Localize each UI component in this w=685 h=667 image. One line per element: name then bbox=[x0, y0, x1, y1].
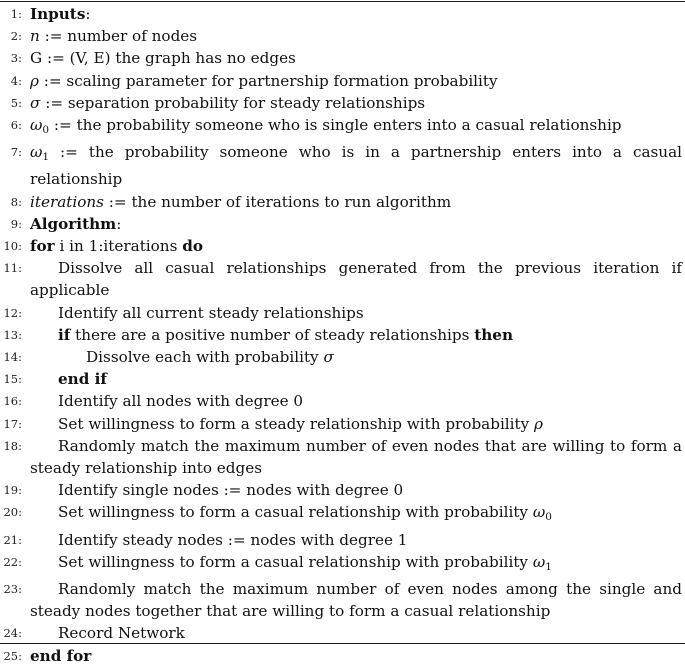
algorithm-line bbox=[0, 92, 685, 114]
line-text: := the number of iterations to run algorithm bbox=[103, 192, 452, 211]
line-text: Set willingness to form a casual relationship with probability bbox=[58, 503, 533, 522]
line-text: Record Network bbox=[58, 624, 185, 643]
line-text: Identify all nodes with degree 0 bbox=[58, 392, 304, 411]
keyword: Algorithm bbox=[30, 214, 117, 233]
line-number: 25 : bbox=[0, 645, 22, 667]
line-text: : bbox=[85, 5, 91, 23]
math-subscript: 1 bbox=[42, 151, 50, 164]
line-number: 1 : bbox=[0, 3, 22, 25]
algorithm-line bbox=[0, 551, 685, 578]
algorithm-line bbox=[0, 368, 685, 390]
line-number: 13 : bbox=[0, 324, 22, 346]
line-text: Identify steady nodes := nodes with degree 1 bbox=[58, 530, 408, 549]
algorithm-line bbox=[0, 25, 685, 47]
line-number: 4 : bbox=[0, 70, 22, 92]
keyword: end for bbox=[30, 646, 92, 665]
algorithm-line bbox=[0, 70, 685, 92]
math-subscript: 0 bbox=[545, 511, 552, 524]
algorithm-lines bbox=[0, 3, 685, 667]
keyword: do bbox=[182, 237, 203, 256]
line-number: 12 : bbox=[0, 302, 22, 324]
keyword: then bbox=[474, 325, 513, 344]
algorithm-line bbox=[0, 47, 685, 69]
algorithm-line bbox=[0, 257, 685, 301]
algorithm-line bbox=[0, 235, 685, 257]
algorithm-line bbox=[0, 435, 685, 479]
line-number: 21 : bbox=[0, 529, 22, 551]
math-symbol: iterations bbox=[30, 192, 104, 211]
line-number: 10 : bbox=[0, 235, 22, 257]
math-symbol: ω bbox=[532, 503, 546, 522]
line-text: Dissolve all casual relationships generated from the previous iteration if applicable bbox=[30, 259, 682, 300]
line-number: 19 : bbox=[0, 479, 22, 501]
algorithm-line bbox=[0, 413, 685, 435]
line-text: Identify all current steady relationships bbox=[58, 303, 364, 322]
line-number: 14 : bbox=[0, 346, 22, 368]
algorithm-line bbox=[0, 578, 685, 622]
math-symbol: σ bbox=[323, 348, 334, 367]
line-number: 9 : bbox=[0, 213, 22, 235]
algorithm-line bbox=[0, 302, 685, 324]
line-text: := scaling parameter for partnership formation probability bbox=[38, 71, 498, 90]
line-text: Randomly match the maximum number of even nodes that are willing to form a steady relationship into edges bbox=[30, 436, 682, 478]
line-number: 6 : bbox=[0, 114, 22, 136]
line-text: Identify single nodes := nodes with degree 0 bbox=[58, 481, 404, 500]
math-symbol: ρ bbox=[534, 414, 543, 433]
math-symbol: n bbox=[30, 27, 40, 46]
line-number: 22 : bbox=[0, 551, 22, 573]
keyword: for bbox=[30, 237, 55, 256]
line-number: 17 : bbox=[0, 413, 22, 435]
line-text: Set willingness to form a steady relationship with probability bbox=[58, 414, 535, 433]
algorithm-line bbox=[0, 114, 685, 141]
line-text: i in 1:iterations bbox=[54, 237, 183, 256]
line-text: Set willingness to form a casual relationship with probability bbox=[58, 552, 533, 571]
line-number: 15 : bbox=[0, 368, 22, 390]
keyword: end if bbox=[58, 370, 107, 389]
keyword: Inputs bbox=[30, 5, 86, 23]
algorithm-line bbox=[0, 191, 685, 213]
math-symbol: ω bbox=[532, 552, 546, 571]
line-text: there are a positive number of steady relationships bbox=[70, 325, 475, 344]
math-symbol: ω bbox=[30, 143, 43, 162]
keyword: if bbox=[58, 325, 71, 344]
line-text: Randomly match the maximum number of even nodes among the single and steady nodes together that are willing to form a casual relationship bbox=[30, 580, 682, 621]
line-number: 20 : bbox=[0, 501, 22, 523]
line-number: 5 : bbox=[0, 92, 22, 114]
math-subscript: 0 bbox=[42, 124, 50, 137]
line-number: 11 : bbox=[0, 257, 22, 279]
algorithm-line bbox=[0, 622, 685, 644]
line-number: 3 : bbox=[0, 47, 22, 69]
algorithm-line bbox=[0, 501, 685, 528]
line-number: 24 : bbox=[0, 622, 22, 644]
algorithm-line bbox=[0, 141, 685, 190]
line-number: 2 : bbox=[0, 25, 22, 47]
math-symbol: σ bbox=[30, 93, 41, 112]
line-number: 18 : bbox=[0, 435, 22, 457]
line-text: := separation probability for steady relationships bbox=[40, 93, 426, 112]
algorithm-line bbox=[0, 479, 685, 501]
algorithm-line bbox=[0, 213, 685, 235]
algorithm-line bbox=[0, 529, 685, 551]
line-number: 23 : bbox=[0, 578, 22, 600]
line-text: := the probability someone who is in a partnership enters into a casual relationship bbox=[30, 143, 682, 189]
line-text: := the probability someone who is single enters into a casual relationship bbox=[49, 116, 622, 135]
bottom-rule bbox=[0, 643, 685, 644]
algorithm-line bbox=[0, 390, 685, 412]
algorithm-line bbox=[0, 324, 685, 346]
line-text: Dissolve each with probability bbox=[86, 348, 324, 367]
algorithm-line bbox=[0, 645, 685, 667]
algorithm-line bbox=[0, 346, 685, 368]
algorithm-line bbox=[0, 3, 685, 25]
line-number: 16 : bbox=[0, 390, 22, 412]
math-symbol: ω bbox=[30, 116, 43, 135]
top-rule bbox=[0, 1, 685, 2]
line-number: 8 : bbox=[0, 191, 22, 213]
math-symbol: ρ bbox=[30, 71, 39, 90]
line-text: : bbox=[116, 214, 122, 233]
line-number: 7 : bbox=[0, 141, 22, 163]
line-text: := number of nodes bbox=[39, 27, 198, 46]
line-text: G := (V, E) the graph has no edges bbox=[30, 49, 296, 68]
math-subscript: 1 bbox=[545, 560, 552, 573]
